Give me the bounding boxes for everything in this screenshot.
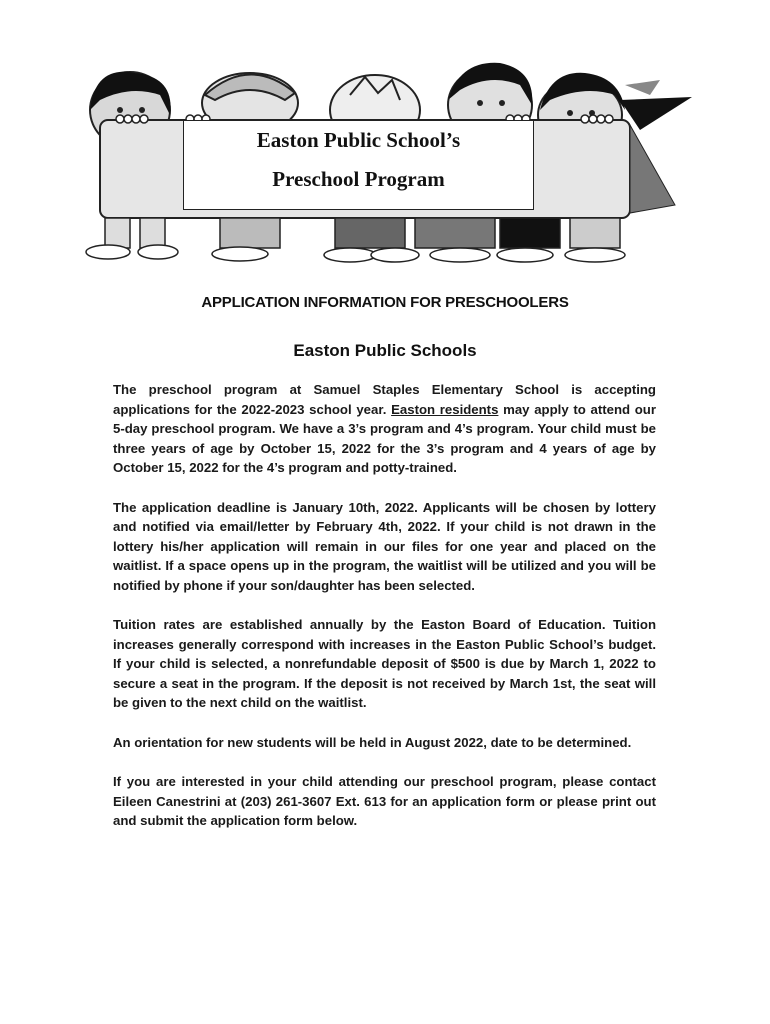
paragraph-eligibility-part-b: may apply to attend our 5-day preschool program. We have a 3’s program and 4’s program. Your child must be three years of age by October 15, 2022 for the 3’s program and 4 years of age by October 15, 2022 for the 4’s program and potty-trained.	[113, 401, 656, 475]
paragraph-eligibility-part-a: The preschool program at Samuel Staples Elementary School is accepting applications for the 2022-2023 school year.	[113, 382, 656, 417]
banner-title: Easton Public School’s	[256, 128, 461, 152]
easton-residents-link: Easton residents	[391, 401, 499, 417]
paragraph-contact: If you are interested in your child attending our preschool program, please contact Eileen Canestrini at (203) 261-3607 Ext. 613 for an application form or please print out and submit the application form below.	[113, 774, 656, 828]
banner-subtitle: Preschool Program	[272, 167, 445, 191]
district-name: Easton Public Schools	[293, 341, 477, 360]
paragraph-eligibility	[113, 380, 656, 478]
banner-title-box	[183, 120, 534, 210]
paragraph-tuition: Tuition rates are established annually by the Easton Board of Education. Tuition increases generally correspond with increases in the Easton Public School’s budget. If your child is selected, a nonrefundable deposit of $500 is due by March 1, 2022 to secure a seat in the program. If the deposit is not received by March 1st, the seat will be given to the next child on the waitlist.	[113, 617, 656, 710]
page-heading: APPLICATION INFORMATION FOR PRESCHOOLERS	[201, 294, 569, 311]
paragraph-orientation: An orientation for new students will be held in August 2022, date to be determined.	[113, 734, 632, 750]
body-text	[113, 380, 656, 851]
paragraph-deadline: The application deadline is January 10th, 2022. Applicants will be chosen by lottery and notified via email/letter by February 4th, 2022. If your child is not drawn in the lottery his/her application will remain in our files for one year and placed on the waitlist. If a space opens up in the program, the waitlist will be utilized and you will be notified by phone if your son/daughter has been selected.	[113, 499, 656, 593]
